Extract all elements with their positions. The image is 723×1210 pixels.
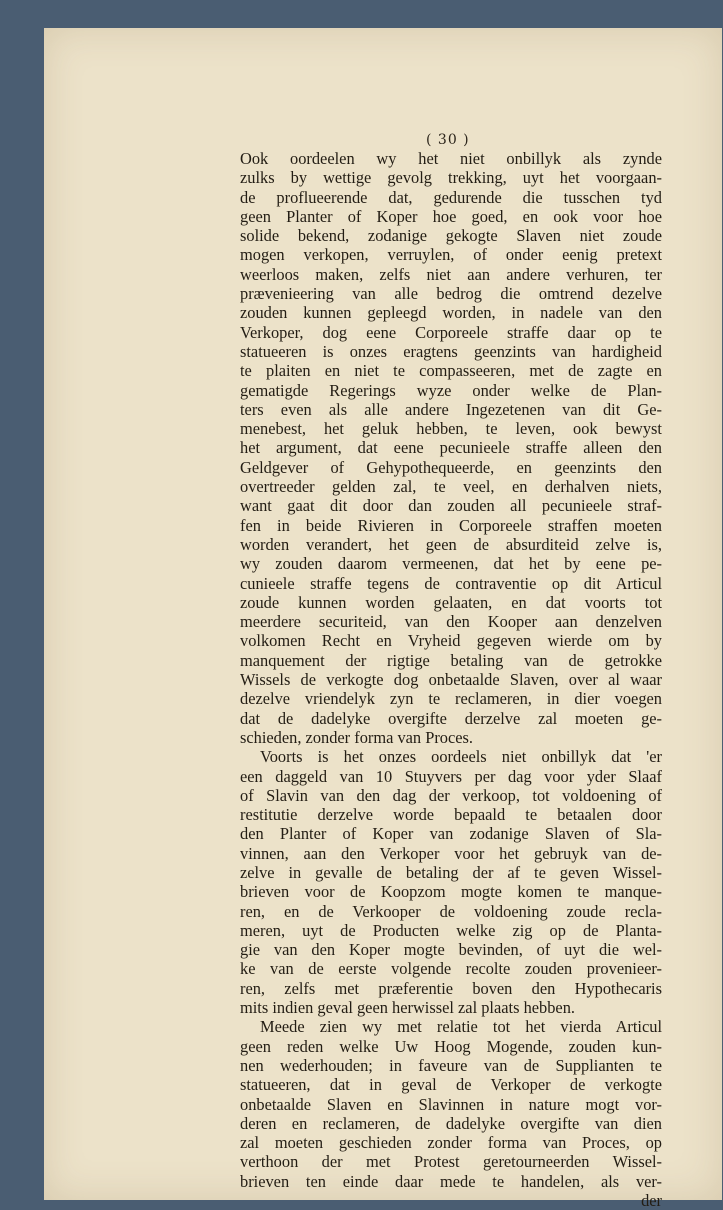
text-line: Meede zien wy met relatie tot het vierda Articul [260,1017,662,1037]
text-line: ren, zelfs met præferentie boven den Hypothecaris [240,978,662,998]
text-line: mits indien geval geen herwissel zal plaats hebben. [240,998,575,1018]
text-line: de proflueerende dat, gedurende die tusschen tyd [240,187,662,207]
text-line: want gaat dit door dan zouden all pecunieele straf- [240,496,662,516]
text-line: cunieele straffe tegens de contraventie op dit Articul [240,573,662,593]
text-line: statueeren, dat in geval de Verkoper de verkogte [240,1075,662,1095]
text-line: verthoon der met Protest geretourneerden Wissel- [240,1152,662,1172]
text-line: solide bekend, zodanige gekogte Slaven niet zoude [240,226,662,246]
text-line: volkomen Recht en Vryheid gegeven wierde om by [240,631,662,651]
text-line: zoude kunnen worden gelaaten, en dat voorts tot [240,592,662,612]
page-number: ( 30 ) [426,132,470,148]
text-line: Geldgever of Gehypothequeerde, en geenzints den [240,457,662,477]
text-line: fen in beide Rivieren in Corporeele straffen moeten [240,515,662,535]
text-line: het argument, dat eene pecunieele straffe alleen den [240,438,662,458]
text-line: zouden kunnen gepleegd worden, in nadele van den [240,303,662,323]
text-line: meren, uyt de Producten welke zig op de Planta- [240,920,662,940]
text-line: weerloos maken, zelfs niet aan andere verhuren, ter [240,264,662,284]
text-line: gie van den Koper mogte bevinden, of uyt die wel- [240,940,662,960]
text-line: een daggeld van 10 Stuyvers per dag voor yder Slaaf [240,766,662,786]
text-line: mogen verkopen, verruylen, of onder eenig pretext [240,245,662,265]
text-line: statueeren is onzes eragtens geenzints van hardigheid [240,341,662,361]
text-line: geen Planter of Koper hoe goed, en ook voor hoe [240,206,662,226]
text-line: gematigde Regerings wyze onder welke de Plan- [240,380,662,400]
text-line: zal moeten geschieden zonder forma van Proces, op [240,1133,662,1153]
text-line: Voorts is het onzes oordeels niet onbillyk dat 'er [260,747,662,767]
text-line: brieven ten einde daar mede te handelen, als ver- [240,1171,662,1191]
text-line: nen wederhouden; in faveure van de Supplianten te [240,1055,662,1075]
text-line: of Slavin van den dag der verkoop, tot voldoening of [240,785,662,805]
text-line: manquement der rigtige betaling van de getrokke [240,650,662,670]
text-line: ren, en de Verkooper de voldoening zoude recla- [240,901,662,921]
text-line: schieden, zonder forma van Proces. [240,727,474,747]
text-line: meerdere securiteid, van den Kooper aan denzelven [240,612,662,632]
text-line: Ook oordeelen wy het niet onbillyk als zynde [240,149,662,168]
text-line: menebest, het geluk hebben, te leven, ook bewyst [240,419,662,439]
text-line: geen reden welke Uw Hoog Mogende, zouden kun- [240,1036,662,1056]
text-line: worden verandert, het geen de absurditeid zelve is, [240,534,662,554]
text-line: ters even als alle andere Ingezetenen van dit Ge- [240,399,662,419]
book-page [44,28,722,1210]
text-line: prævenieering van alle bedrog die omtrend dezelve [240,284,662,304]
text-line: ke van de eerste volgende recolte zouden provenieer- [240,959,662,979]
text-line: restitutie derzelve worde bepaald te betaalen door [240,805,662,825]
text-line: dat de dadelyke overgifte derzelve zal moeten ge- [240,708,662,728]
text-line: vinnen, aan den Verkoper voor het gebruyk van de- [240,843,662,863]
text-line: Wissels de verkogte dog onbetaalde Slaven, over al waar [240,670,662,690]
text-line: Verkoper, dog eene Corporeele straffe daar op te [240,322,662,342]
text-line: brieven voor de Koopzom mogte komen te manque- [240,882,662,902]
text-line: onbetaalde Slaven en Slavinnen in nature mogt vor- [240,1094,662,1114]
text-line: dezelve vriendelyk zyn te reclameren, in dier voegen [240,689,662,709]
text-line: zulks by wettige gevolg trekking, uyt het voorgaan- [240,168,662,188]
text-line: deren en reclameren, de dadelyke overgifte van dien [240,1113,662,1133]
text-line: zelve in gevalle de betaling der af te geven Wissel- [240,862,662,882]
text-line: den Planter of Koper van zodanige Slaven of Sla- [240,824,662,844]
catchword: der [641,1191,662,1210]
text-line: wy zouden daarom vermeenen, dat het by eene pe- [240,554,662,574]
text-line: te plaiten en niet te compasseeren, met de zagte en [240,361,662,381]
text-line: overtreeder gelden zal, te veel, en derhalven niets, [240,477,662,497]
body-text [240,149,662,1210]
